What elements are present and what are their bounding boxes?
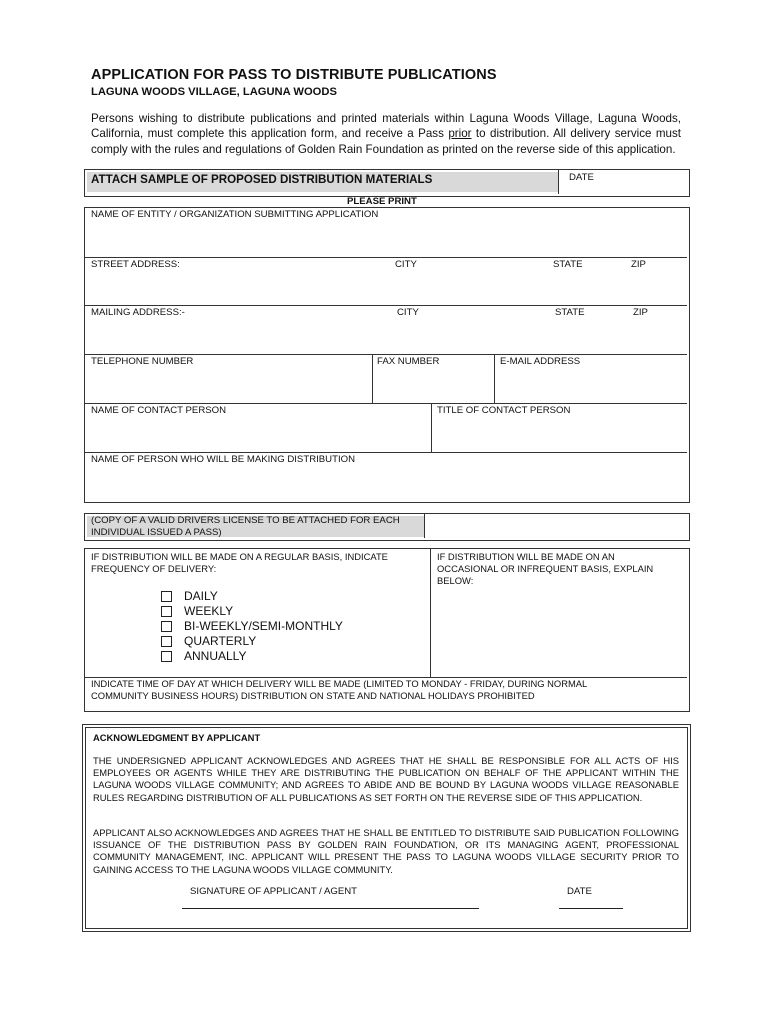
street-address-label: STREET ADDRESS:: [91, 259, 180, 270]
option-annually[interactable]: [161, 649, 246, 663]
acknowledgment-section: [82, 724, 691, 932]
intro-text-start: Persons wishing to distribute publications and printed materials within Laguna Woods Village, Laguna Woods, California, must complete this application form, and receive a Pass: [91, 112, 681, 141]
regular-basis-instructions: [91, 551, 421, 575]
signature-line[interactable]: [182, 908, 479, 909]
option-quarterly[interactable]: [161, 634, 256, 648]
option-daily-label: DAILY: [184, 589, 218, 603]
checkbox-icon[interactable]: [161, 591, 172, 602]
column-divider: [430, 549, 431, 677]
option-weekly-label: WEEKLY: [184, 604, 234, 618]
license-note-line2: INDIVIDUAL ISSUED A PASS): [91, 527, 222, 538]
frequency-section: [84, 548, 690, 712]
acknowledgment-title: ACKNOWLEDGMENT BY APPLICANT: [93, 732, 261, 743]
fax-label: FAX NUMBER: [377, 356, 440, 367]
intro-paragraph: [91, 111, 681, 157]
contact-person-field[interactable]: [85, 404, 431, 452]
email-field[interactable]: [495, 355, 687, 403]
license-divider: [424, 514, 425, 538]
form-title: APPLICATION FOR PASS TO DISTRIBUTE PUBLICATIONS: [91, 67, 497, 83]
mailing-state-label: STATE: [555, 307, 585, 318]
option-annually-label: ANNUALLY: [184, 649, 247, 663]
contact-person-label: NAME OF CONTACT PERSON: [91, 405, 227, 416]
acknowledgment-inner-border: [85, 727, 688, 929]
checkbox-icon[interactable]: [161, 636, 172, 647]
delivery-time-line2: COMMUNITY BUSINESS HOURS) DISTRIBUTION ON STATE AND NATIONAL HOLIDAYS PROHIBITED: [91, 690, 535, 701]
fax-field[interactable]: [373, 355, 494, 403]
option-weekly[interactable]: [161, 604, 233, 618]
signature-label: SIGNATURE OF APPLICANT / AGENT: [190, 886, 358, 897]
email-label: E-MAIL ADDRESS: [500, 356, 581, 367]
option-daily[interactable]: [161, 589, 218, 603]
occasional-line3: BELOW:: [437, 575, 474, 586]
street-zip-label: ZIP: [631, 259, 646, 270]
delivery-time-line1: INDICATE TIME OF DAY AT WHICH DELIVERY WILL BE MADE (LIMITED TO MONDAY - FRIDAY, DURING NORMAL: [91, 678, 588, 689]
delivery-time-field[interactable]: [91, 678, 681, 708]
street-city-label: CITY: [395, 259, 417, 270]
mailing-zip-label: ZIP: [633, 307, 648, 318]
street-address-field[interactable]: [85, 258, 687, 305]
street-state-label: STATE: [553, 259, 583, 270]
telephone-label: TELEPHONE NUMBER: [91, 356, 194, 367]
checkbox-icon[interactable]: [161, 651, 172, 662]
please-print-note: PLEASE PRINT: [347, 196, 417, 207]
mailing-address-field[interactable]: [85, 306, 687, 354]
license-note-row: [84, 513, 690, 541]
signature-date-label: DATE: [567, 886, 592, 897]
attach-divider: [558, 170, 559, 194]
distributor-name-label: NAME OF PERSON WHO WILL BE MAKING DISTRIBUTION: [91, 454, 356, 465]
option-quarterly-label: QUARTERLY: [184, 634, 257, 648]
checkbox-icon[interactable]: [161, 606, 172, 617]
option-biweekly[interactable]: [161, 619, 343, 633]
telephone-field[interactable]: [85, 355, 372, 403]
attach-sample-row: [84, 169, 690, 197]
signature-date-line[interactable]: [559, 908, 623, 909]
license-note-line1: (COPY OF A VALID DRIVERS LICENSE TO BE ATTACHED FOR EACH: [91, 515, 400, 526]
regular-basis-line1: IF DISTRIBUTION WILL BE MADE ON A REGULAR BASIS, INDICATE: [91, 551, 388, 562]
distributor-name-field[interactable]: [85, 453, 687, 500]
acknowledgment-paragraph-2: APPLICANT ALSO ACKNOWLEDGES AND AGREES THAT HE SHALL BE ENTITLED TO DISTRIBUTE SAID PUBLICATION FOLLOWING ISSUANCE OF THE DISTRIBUTION PASS BY GOLDEN RAIN FOUNDATION, OR ITS MANAGING AGENT, PROFESSIONAL COMMUNITY MANAGEMENT, INC. APPLICANT WILL PRESENT THE PASS TO LAGUNA WOODS VILLAGE SECURITY PRIOR TO GAINING ACCESS TO THE LAGUNA WOODS VILLAGE COMMUNITY.: [93, 827, 679, 875]
checkbox-icon[interactable]: [161, 621, 172, 632]
license-note: [91, 515, 400, 539]
contact-title-label: TITLE OF CONTACT PERSON: [437, 405, 571, 416]
occasional-line2: OCCASIONAL OR INFREQUENT BASIS, EXPLAIN: [437, 563, 654, 574]
occasional-basis-field[interactable]: [437, 551, 687, 675]
option-biweekly-label: BI-WEEKLY/SEMI-MONTHLY: [184, 619, 343, 633]
attach-sample-label: ATTACH SAMPLE OF PROPOSED DISTRIBUTION MATERIALS: [91, 173, 433, 186]
attach-date-label: DATE: [569, 172, 594, 183]
mailing-address-label: MAILING ADDRESS:-: [91, 307, 185, 318]
intro-text-end: to distribution. All delivery service must comply with the rules and regulations of Golden Rain Foundation as printed on the reverse side of this application.: [91, 127, 681, 156]
acknowledgment-paragraph-1: THE UNDERSIGNED APPLICANT ACKNOWLEDGES AND AGREES THAT HE SHALL BE RESPONSIBLE FOR ALL ACTS OF HIS EMPLOYEES OR AGENTS WHILE THEY ARE DISTRIBUTING THE PUBLICATION ON BEHALF OF THE APPLICANT WITHIN THE LAGUNA WOODS VILLAGE COMMUNITY; AND AGREES TO ABIDE AND BE BOUND BY LAGUNA WOODS VILLAGE REASONABLE RULES REGARDING DISTRIBUTION OF ALL PUBLICATIONS AS SET FORTH ON THE REVERSE SIDE OF THIS APPLICATION.: [93, 755, 679, 803]
intro-emphasis: prior: [448, 127, 472, 141]
contact-title-field[interactable]: [432, 404, 687, 452]
form-subtitle: LAGUNA WOODS VILLAGE, LAGUNA WOODS: [91, 86, 337, 98]
mailing-city-label: CITY: [397, 307, 419, 318]
entity-field[interactable]: [85, 208, 687, 257]
regular-basis-line2: FREQUENCY OF DELIVERY:: [91, 563, 217, 574]
applicant-info-form: [84, 207, 690, 503]
occasional-line1: IF DISTRIBUTION WILL BE MADE ON AN: [437, 551, 615, 562]
entity-label: NAME OF ENTITY / ORGANIZATION SUBMITTING APPLICATION: [91, 209, 379, 220]
